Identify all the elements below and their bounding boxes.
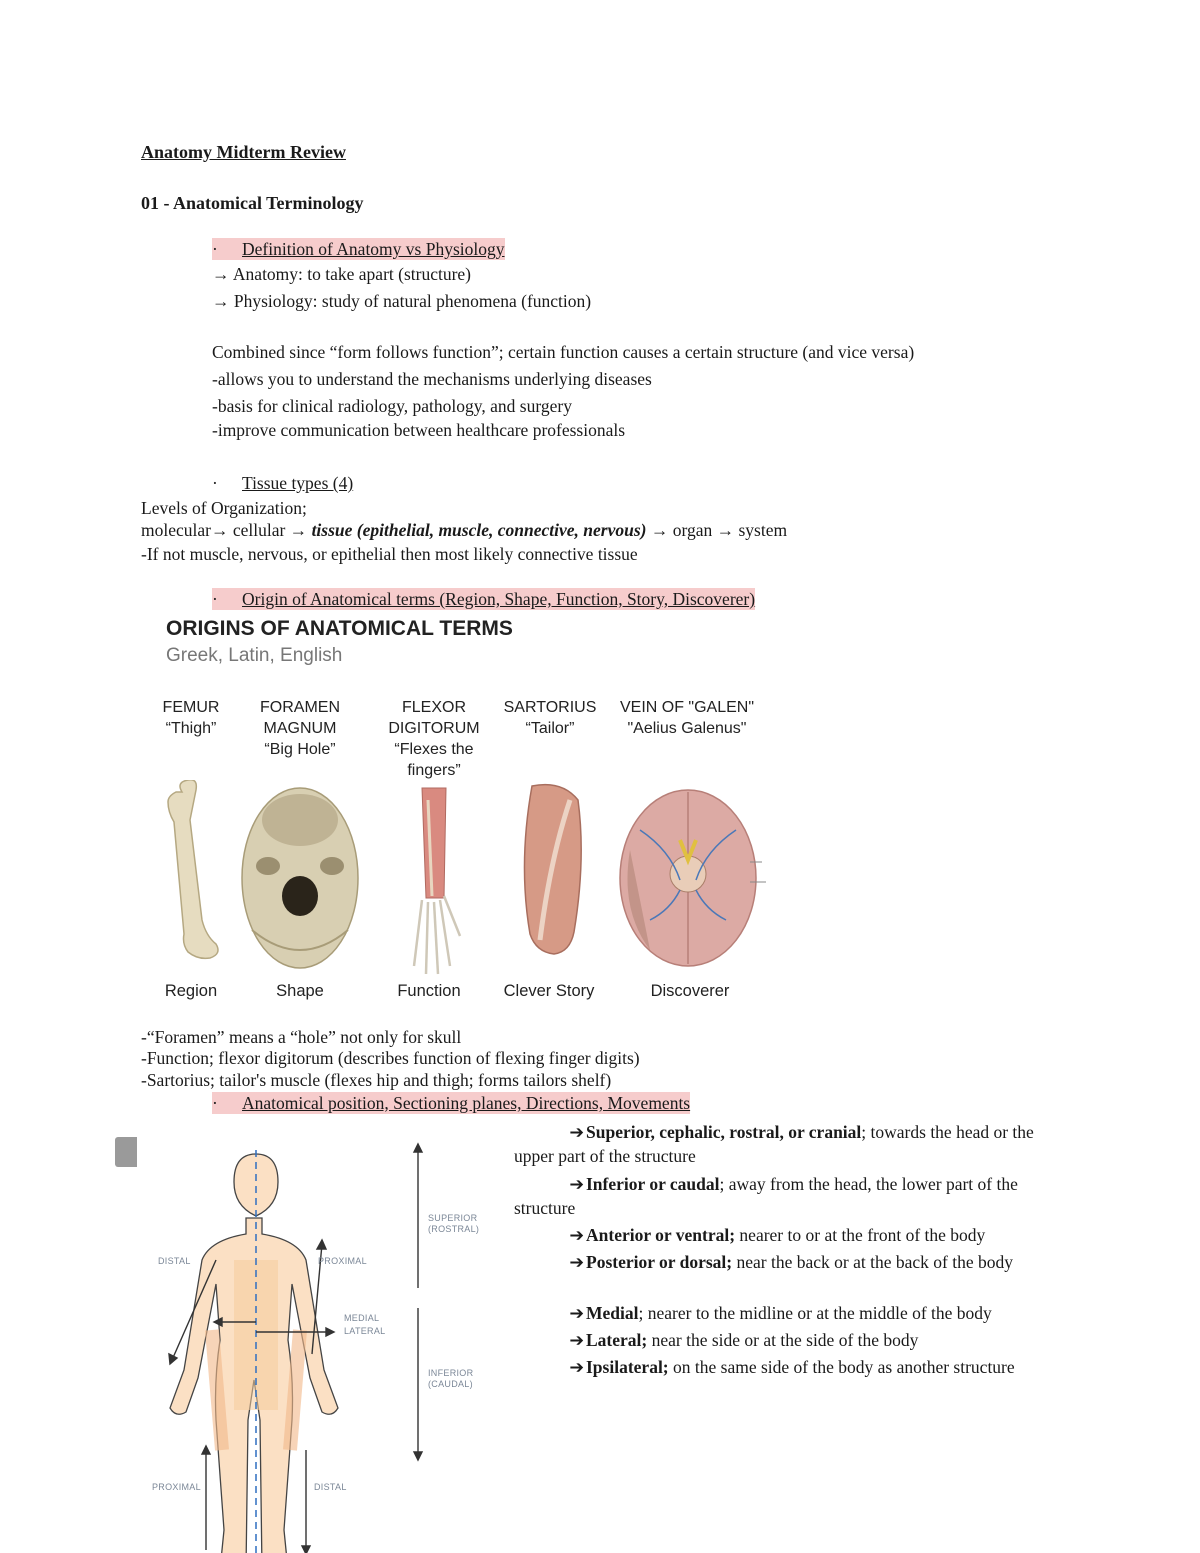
arrow-icon: ➔: [569, 1122, 584, 1142]
label-medial: MEDIAL: [344, 1313, 380, 1323]
term: Inferior or caudal: [586, 1174, 720, 1194]
heading-text: Anatomical position, Sectioning planes, Directions, Movements: [242, 1093, 691, 1113]
figure-title: ORIGINS OF ANATOMICAL TERMS: [166, 617, 513, 640]
arrow-icon: ➔: [569, 1357, 584, 1377]
definition: near the side or at the side of the body: [647, 1330, 919, 1350]
direction-term-inferior: [514, 1172, 1054, 1220]
paragraph-line: -improve communication between healthcare professionals: [212, 420, 626, 440]
term-meaning: “Thigh”: [165, 720, 217, 737]
heading-text: Definition of Anatomy vs Physiology: [242, 239, 505, 259]
term: Ipsilateral;: [586, 1357, 669, 1377]
heading-definition: [212, 238, 505, 260]
levels-chain: [141, 519, 787, 541]
term-meaning: "Aelius Galenus": [627, 720, 747, 737]
physiology-definition: → Physiology: study of natural phenomena (function): [212, 291, 592, 311]
definition: near the back or at the back of the body: [732, 1252, 1013, 1272]
bullet: ·: [212, 589, 218, 609]
arrow-icon: ➔: [569, 1225, 584, 1245]
figure-subtitle: Greek, Latin, English: [166, 645, 343, 666]
term-femur: [140, 697, 242, 739]
label-lateral: LATERAL: [344, 1326, 386, 1336]
arrow-icon: ➔: [569, 1252, 584, 1272]
caption-shape: Shape: [276, 982, 324, 1000]
paragraph-line: -allows you to understand the mechanisms underlying diseases: [212, 369, 652, 389]
note-foramen: -“Foramen” means a “hole” not only for skull: [141, 1027, 462, 1047]
term-meaning: “Tailor”: [525, 720, 575, 737]
direction-term-anterior: [514, 1223, 1054, 1247]
tissue-note: -If not muscle, nervous, or epithelial then most likely connective tissue: [141, 544, 638, 564]
bullet: ·: [212, 473, 218, 493]
term-meaning: “Flexes the fingers”: [394, 741, 474, 779]
direction-term-medial: [514, 1301, 1054, 1325]
chain-tissue: tissue (epithelial, muscle, connective, nervous): [311, 520, 647, 540]
note-sartorius: -Sartorius; tailor's muscle (flexes hip and thigh; forms tailors shelf): [141, 1070, 612, 1090]
thigh-illustration: [524, 785, 581, 954]
term-name: FLEXOR DIGITORUM: [388, 699, 480, 737]
term-name: FORAMEN MAGNUM: [260, 699, 340, 737]
term: Anterior or ventral;: [586, 1225, 736, 1245]
forearm-illustration: [414, 788, 460, 974]
label-distal-bottom: DISTAL: [314, 1482, 347, 1492]
term: Medial: [586, 1303, 639, 1323]
caption-region: Region: [164, 982, 218, 1000]
anatomy-definition: → Anatomy: to take apart (structure): [212, 264, 472, 284]
bullet: ·: [212, 1093, 218, 1113]
term-vein-of-galen: [608, 697, 766, 739]
femur-illustration: [168, 780, 218, 958]
heading-text: Origin of Anatomical terms (Region, Shape, Function, Story, Discoverer): [242, 589, 756, 609]
caption-discoverer: Discoverer: [650, 982, 730, 1000]
skull-illustration: [242, 788, 358, 968]
term-foramen-magnum: [250, 697, 350, 760]
note-function: -Function; flexor digitorum (describes function of flexing finger digits): [141, 1048, 640, 1068]
direction-term-lateral: [514, 1328, 1054, 1352]
chain-post: → organ → system: [646, 520, 788, 540]
bullet: ·: [212, 239, 218, 259]
heading-text: Tissue types (4): [242, 473, 354, 493]
term-name: VEIN OF "GALEN": [619, 699, 755, 716]
figure-marker: [115, 1137, 137, 1167]
caption-function: Function: [397, 982, 461, 1000]
term-name: SARTORIUS: [503, 699, 597, 716]
direction-term-posterior: [514, 1250, 1054, 1274]
definition: ; away from the head, the lower part of the structure: [514, 1174, 1018, 1218]
definition: nearer to or at the front of the body: [735, 1225, 986, 1245]
label-superior: SUPERIOR (ROSTRAL): [428, 1213, 480, 1234]
origins-illustrations: [140, 780, 780, 980]
term-sartorius: [494, 697, 606, 739]
arrow-icon: ➔: [569, 1330, 584, 1350]
term-flexor-digitorum: [380, 697, 488, 781]
arrow-icon: ➔: [569, 1174, 584, 1194]
term: Superior, cephalic, rostral, or cranial: [586, 1122, 862, 1142]
paragraph-line: Combined since “form follows function”; certain function causes a certain structure (and vice versa): [212, 342, 915, 362]
section-heading: 01 - Anatomical Terminology: [141, 193, 364, 213]
caption-clever-story: Clever Story: [503, 982, 595, 1000]
definition: ; nearer to the midline or at the middle of the body: [638, 1303, 992, 1323]
term: Lateral;: [586, 1330, 648, 1350]
label-distal-top: DISTAL: [158, 1256, 191, 1266]
term-meaning: “Big Hole”: [264, 741, 336, 758]
heading-origins: [212, 588, 755, 610]
heading-tissue-types: [212, 472, 353, 494]
definition: ; towards the head or the upper part of the structure: [514, 1122, 1034, 1166]
term-name: FEMUR: [162, 699, 220, 716]
paragraph-line: -basis for clinical radiology, pathology, and surgery: [212, 396, 572, 416]
direction-term-ipsilateral: [514, 1355, 1054, 1379]
direction-term-superior: [514, 1120, 1054, 1168]
arrow-icon: ➔: [569, 1303, 584, 1323]
label-inferior: INFERIOR (CAUDAL): [428, 1368, 474, 1389]
document-title: Anatomy Midterm Review: [141, 142, 346, 162]
heading-anatomical-position: [212, 1092, 690, 1114]
label-proximal-bottom: PROXIMAL: [152, 1482, 201, 1492]
brain-illustration: [620, 790, 766, 966]
chain-pre: molecular→ cellular →: [141, 520, 312, 540]
label-proximal-top: PROXIMAL: [318, 1256, 367, 1266]
definition: on the same side of the body as another structure: [668, 1357, 1015, 1377]
term: Posterior or dorsal;: [586, 1252, 733, 1272]
levels-label: Levels of Organization;: [141, 498, 307, 518]
